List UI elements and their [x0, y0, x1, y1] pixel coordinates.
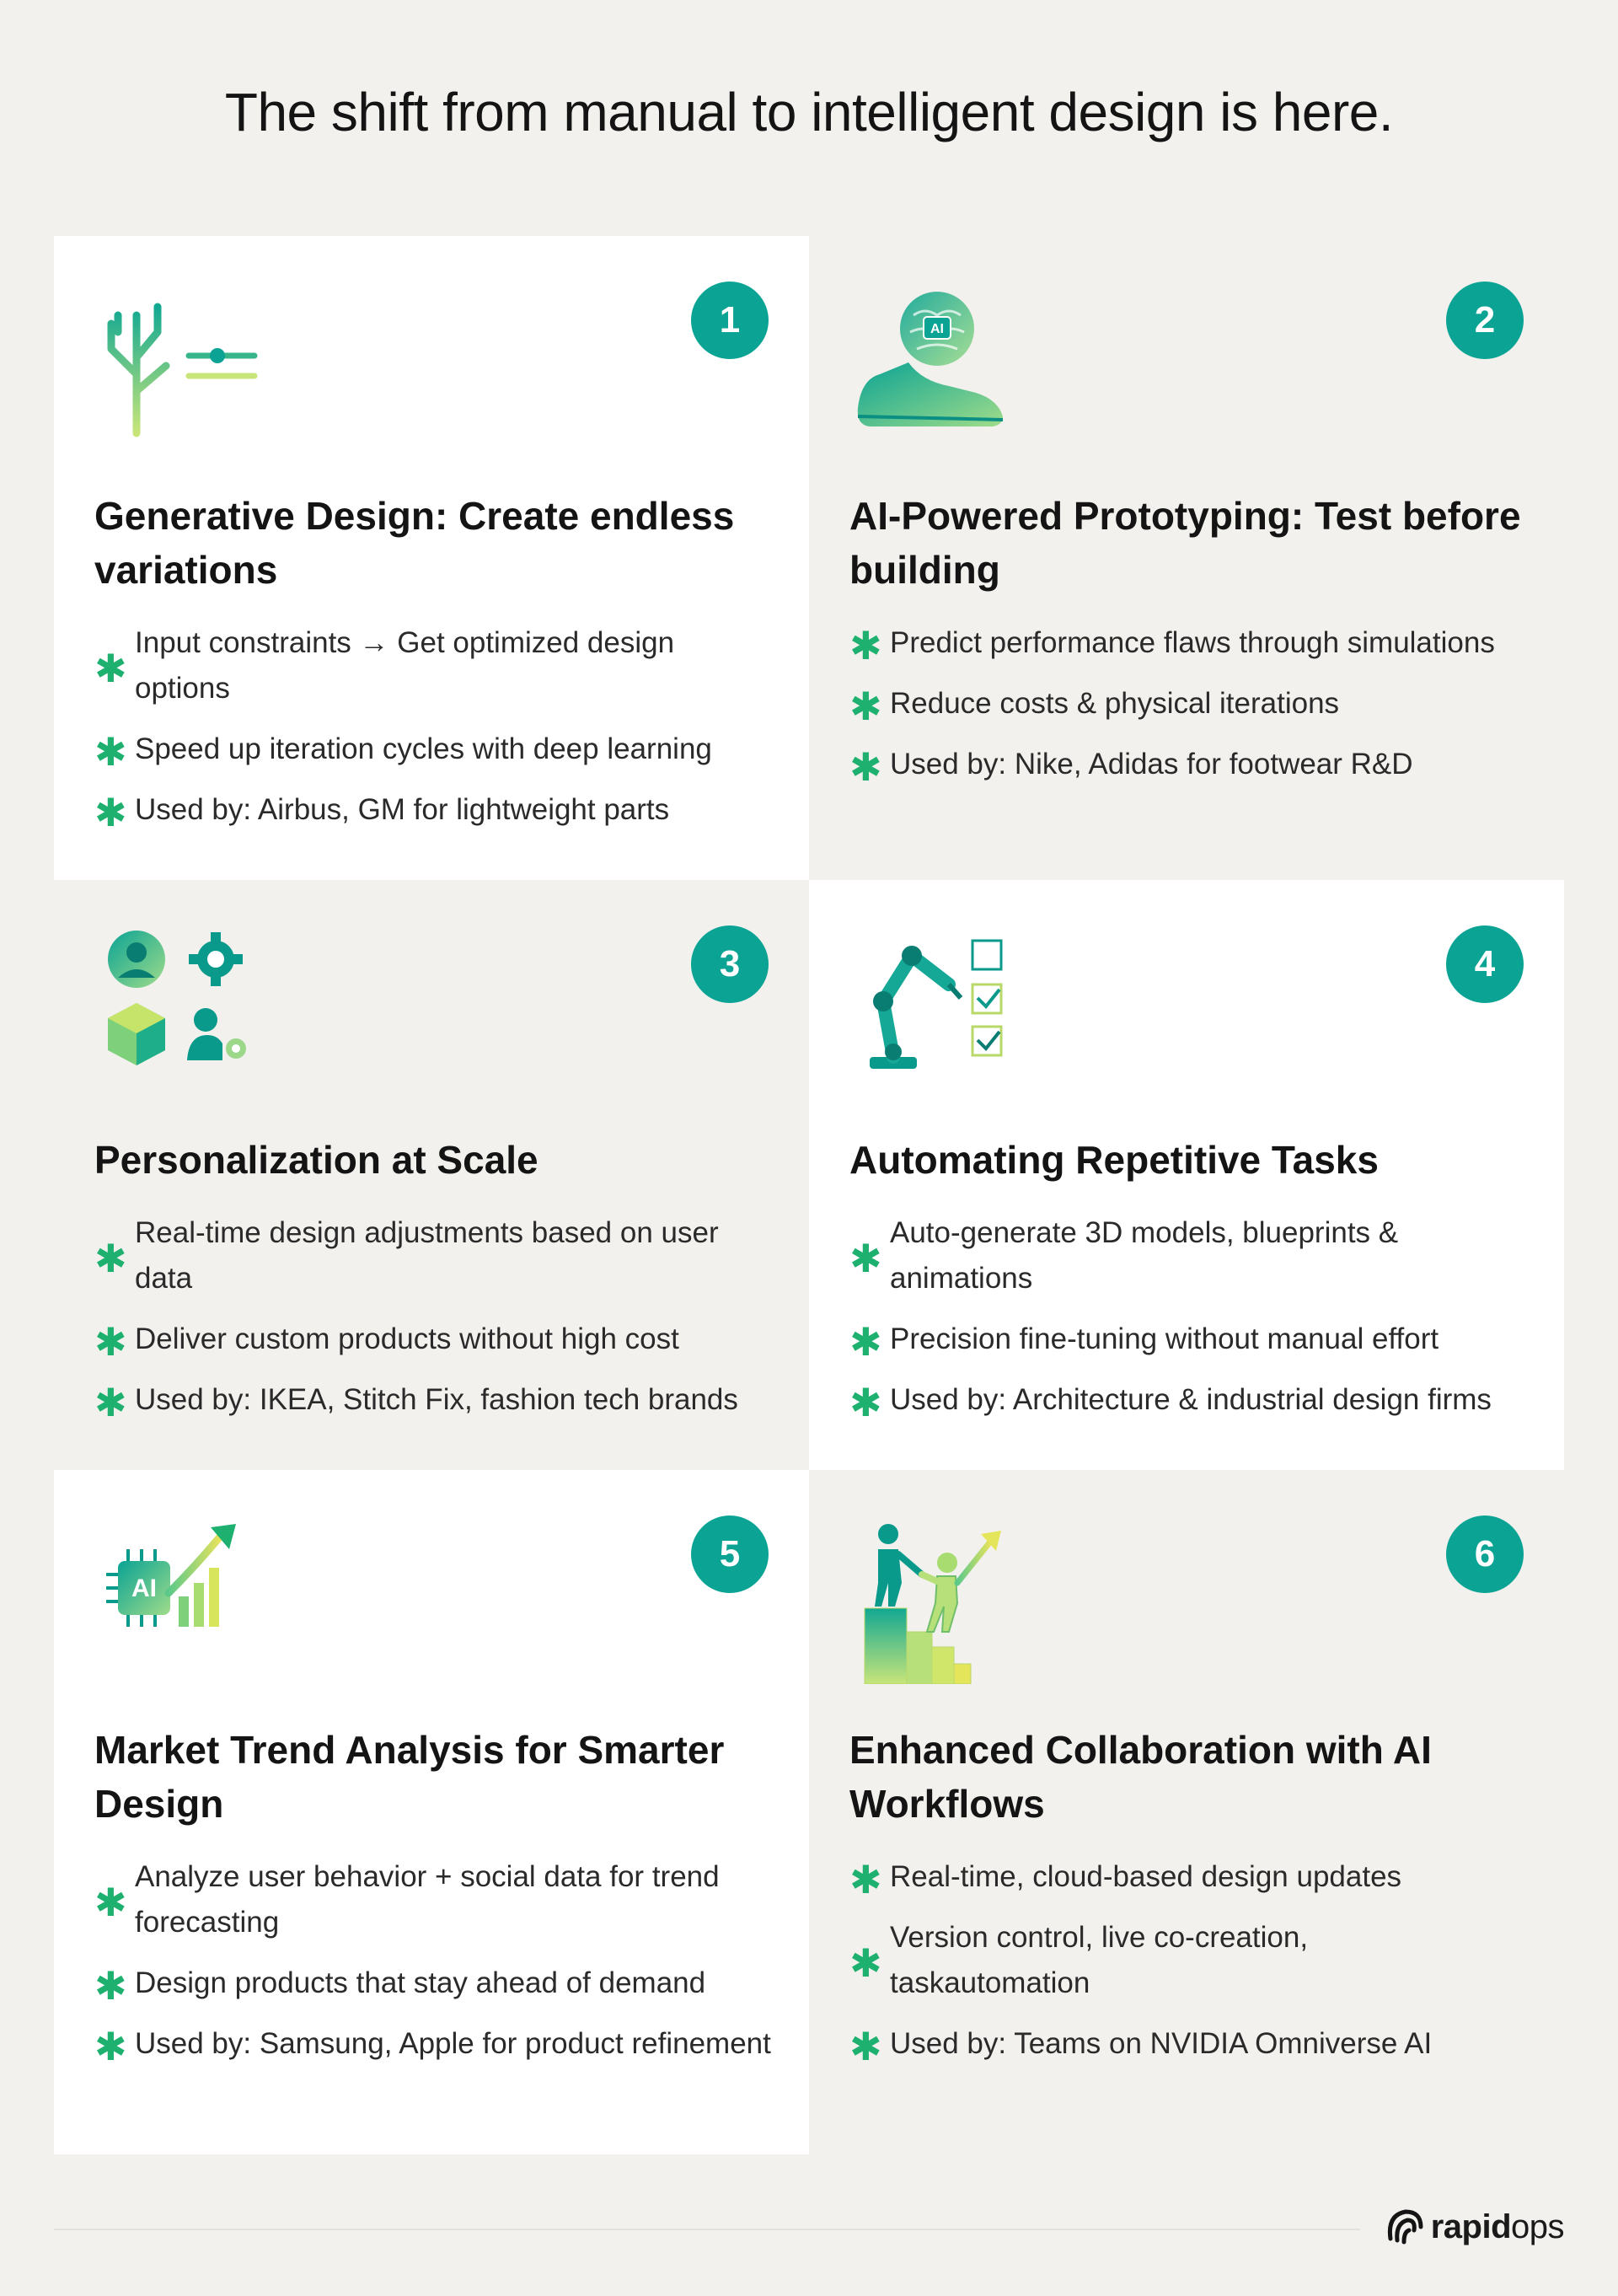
asterisk-icon: ✱ — [94, 1963, 127, 2009]
asterisk-icon: ✱ — [849, 1319, 882, 1365]
card-title: Generative Design: Create endless variations — [94, 494, 735, 592]
asterisk-icon: ✱ — [849, 684, 882, 729]
list-item: ✱ Deliver custom products without high cost — [94, 1319, 679, 1365]
asterisk-icon: ✱ — [849, 744, 882, 790]
asterisk-icon: ✱ — [94, 790, 127, 835]
list-item: ✱ Precision fine-tuning without manual effort — [849, 1319, 1439, 1365]
card-automating-tasks — [809, 880, 1564, 1470]
list-item: ✱ Input constraints → Get optimized design options — [94, 626, 675, 705]
asterisk-icon: ✱ — [849, 1380, 882, 1425]
card-title: Personalization at Scale — [94, 1138, 538, 1182]
list-item: ✱ Real-time design adjustments based on user data — [94, 1216, 719, 1295]
bullet-list — [849, 620, 1530, 802]
card-generative-design — [54, 236, 809, 880]
asterisk-icon: ✱ — [94, 1380, 127, 1425]
card-ai-prototyping — [809, 236, 1564, 880]
tree-sliders-icon — [94, 282, 280, 450]
step-number-badge: 2 — [1446, 282, 1524, 359]
asterisk-icon: ✱ — [849, 1236, 882, 1281]
card-title: AI-Powered Prototyping: Test before building — [849, 494, 1521, 592]
list-item: ✱ Used by: Nike, Adidas for footwear R&D — [849, 744, 1413, 790]
asterisk-icon: ✱ — [849, 2024, 882, 2069]
collaboration-steps-icon — [849, 1515, 1035, 1684]
card-title: Automating Repetitive Tasks — [849, 1138, 1379, 1182]
asterisk-icon: ✱ — [94, 2024, 127, 2069]
brand-logo — [1382, 2205, 1564, 2249]
card-title: Market Trend Analysis for Smarter Design — [94, 1728, 725, 1826]
card-market-trend — [54, 1470, 809, 2154]
bullet-list — [94, 1854, 775, 2082]
list-item: ✱ Version control, live co-creation, taskautomation — [849, 1921, 1309, 1999]
bullet-list — [849, 1210, 1530, 1438]
list-item: ✱ Used by: Samsung, Apple for product refinement — [94, 2024, 771, 2069]
brand-name: rapidops — [1430, 2207, 1564, 2245]
list-item: ✱ Used by: Airbus, GM for lightweight parts — [94, 790, 670, 835]
list-item: ✱ Used by: Architecture & industrial design firms — [849, 1380, 1492, 1425]
step-number-badge: 4 — [1446, 925, 1524, 1003]
card-collaboration — [809, 1470, 1564, 2154]
step-number-badge: 5 — [691, 1515, 769, 1593]
asterisk-icon: ✱ — [94, 1319, 127, 1365]
asterisk-icon: ✱ — [94, 646, 127, 691]
list-item: ✱ Real-time, cloud-based design updates — [849, 1857, 1402, 1902]
bullet-list — [849, 1854, 1530, 2082]
ai-brain-shoe-icon — [849, 282, 1035, 450]
asterisk-icon: ✱ — [849, 623, 882, 668]
page-title: The shift from manual to intelligent design is here. — [224, 82, 1394, 142]
user-gear-cube-icon — [94, 925, 280, 1094]
list-item: ✱ Used by: Teams on NVIDIA Omniverse AI — [849, 2024, 1433, 2069]
footer-divider — [54, 2229, 1360, 2230]
step-number-badge: 3 — [691, 925, 769, 1003]
rapidops-mark-icon — [1382, 2205, 1426, 2249]
card-title: Enhanced Collaboration with AI Workflows — [849, 1728, 1432, 1826]
asterisk-icon: ✱ — [94, 729, 127, 775]
list-item: ✱ Auto-generate 3D models, blueprints & animations — [849, 1216, 1399, 1295]
list-item: ✱ Reduce costs & physical iterations — [849, 684, 1340, 729]
list-item: ✱ Used by: IKEA, Stitch Fix, fashion tech brands — [94, 1380, 738, 1425]
step-number-badge: 6 — [1446, 1515, 1524, 1593]
ai-chip-growth-icon — [94, 1515, 280, 1684]
card-personalization — [54, 880, 809, 1470]
asterisk-icon: ✱ — [849, 1940, 882, 1986]
svg-text:AI: AI — [930, 322, 944, 336]
list-item: ✱ Design products that stay ahead of demand — [94, 1963, 706, 2009]
list-item: ✱ Analyze user behavior + social data for trend forecasting — [94, 1860, 720, 1939]
list-item: ✱ Speed up iteration cycles with deep learning — [94, 729, 712, 775]
list-item: ✱ Predict performance flaws through simulations — [849, 623, 1495, 668]
robot-arm-checklist-icon — [849, 925, 1035, 1094]
asterisk-icon: ✱ — [849, 1857, 882, 1902]
svg-text:AI: AI — [131, 1574, 157, 1602]
asterisk-icon: ✱ — [94, 1880, 127, 1925]
bullet-list — [94, 1210, 775, 1438]
bullet-list — [94, 620, 775, 848]
asterisk-icon: ✱ — [94, 1236, 127, 1281]
step-number-badge: 1 — [691, 282, 769, 359]
